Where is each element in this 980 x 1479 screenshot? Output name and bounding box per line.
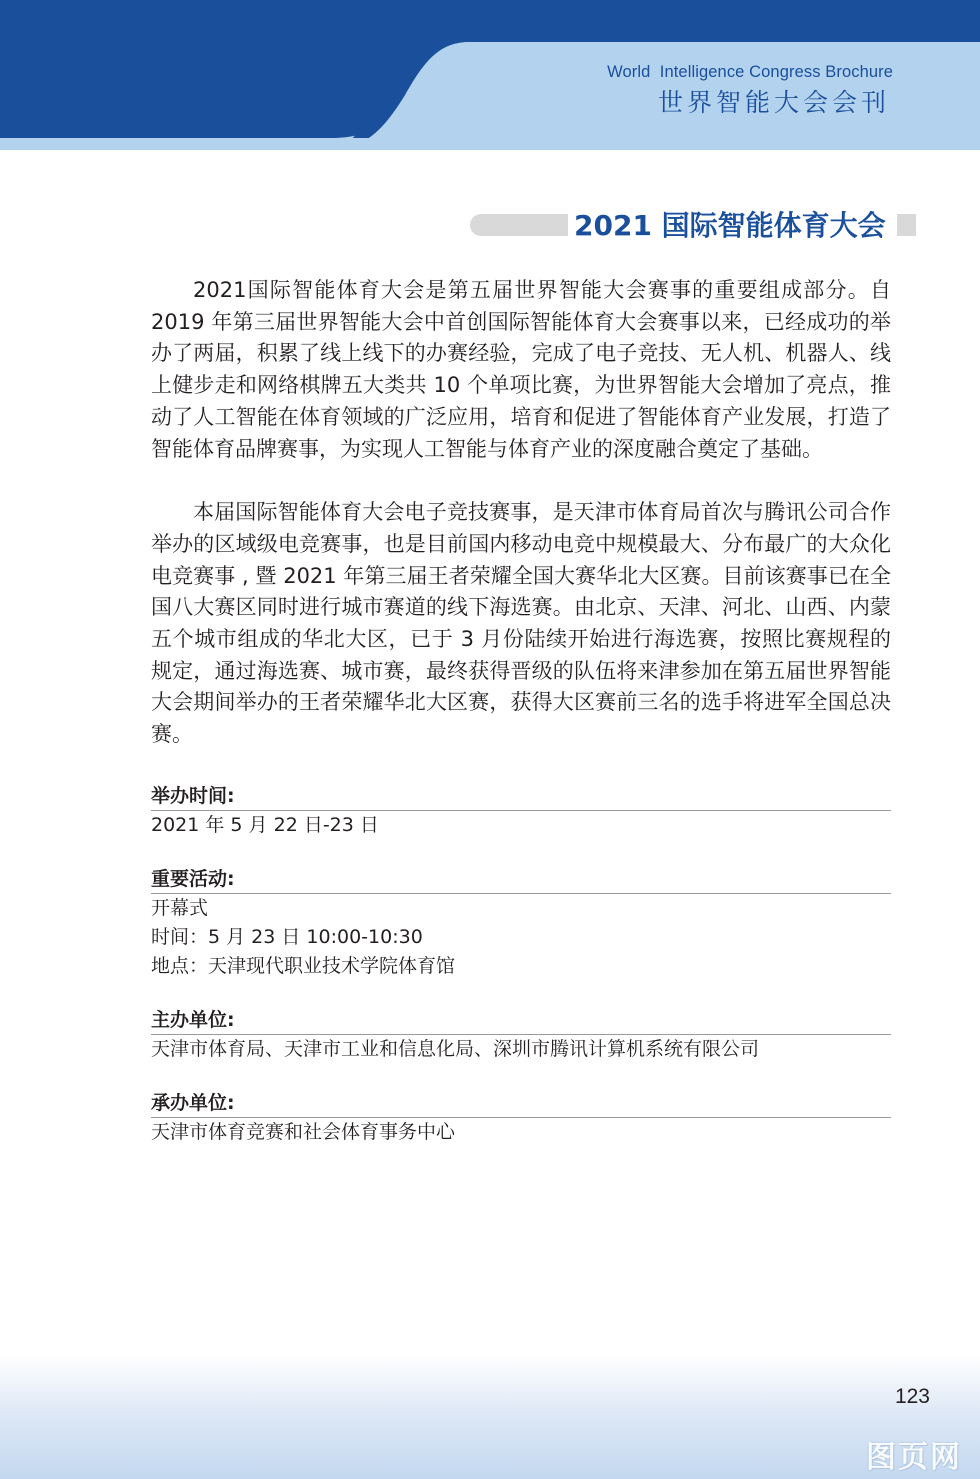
- activity-time: 时间：5 月 23 日 10:00-10:30: [151, 925, 423, 948]
- activity-place: 地点：天津现代职业技术学院体育馆: [151, 954, 456, 977]
- main-content: [151, 275, 891, 1172]
- brochure-title-cn: 世界智能大会会刊: [657, 88, 890, 117]
- info-label: 重要活动:: [151, 865, 891, 894]
- brochure-title-en: World Intelligence Congress Brochure: [607, 63, 893, 81]
- activity-name: 开幕式: [151, 896, 209, 919]
- title-decor-bar-left: [470, 214, 568, 236]
- paragraph-intro: 2021国际智能体育大会是第五届世界智能大会赛事的重要组成部分。自 2019 年第三届世界智能大会中首创国际智能体育大会赛事以来，已经成功的举办了两届，积累了线上线下的办赛经验，完成了电子竞技、无人机、机器人、线上健步走和网络棋牌五大类共 10 个单项比赛，为世界智能大会增加了亮点，推动了人工智能在体育领域的广泛应用，培育和促进了智能体育产业发展，打造了智能体育品牌赛事，为实现人工智能与体育产业的深度融合奠定了基础。: [151, 278, 891, 461]
- info-organizer: [151, 1089, 891, 1147]
- info-label: 举办时间:: [151, 782, 891, 811]
- event-info: [151, 782, 891, 1147]
- info-value: 天津市体育局、天津市工业和信息化局、深圳市腾讯计算机系统有限公司: [151, 1037, 760, 1060]
- section-title: 2021 国际智能体育大会: [574, 209, 886, 242]
- page-number: 123: [894, 1385, 930, 1408]
- info-label: 主办单位:: [151, 1006, 891, 1035]
- paragraph-esports: 本届国际智能体育大会电子竞技赛事，是天津市体育局首次与腾讯公司合作举办的区域级电竞赛事，也是目前国内移动电竞中规模最大、分布最广的大众化电竞赛事 , 暨 2021 年第三届王者荣耀全国大赛华北大区赛。目前该赛事已在全国八大赛区同时进行城市赛道的线下海选赛。由北京、天津、河北、山西、内蒙五个城市组成的华北大区，已于 3 月份陆续开始进行海选赛，按照比赛规程的规定，通过海选赛、城市赛，最终获得晋级的队伍将来津参加在第五届世界智能大会期间举办的王者荣耀华北大区赛，获得大区赛前三名的选手将进军全国总决赛。: [151, 500, 891, 747]
- watermark: 图页网: [866, 1440, 962, 1475]
- info-host: [151, 1006, 891, 1064]
- footer-gradient: [0, 1355, 980, 1479]
- title-decor-bar-right: [897, 214, 916, 236]
- info-label: 承办单位:: [151, 1089, 891, 1118]
- info-value: 2021 年 5 月 22 日-23 日: [151, 813, 379, 836]
- info-activities: [151, 865, 891, 981]
- info-time: [151, 782, 891, 840]
- info-value: 天津市体育竞赛和社会体育事务中心: [151, 1120, 456, 1143]
